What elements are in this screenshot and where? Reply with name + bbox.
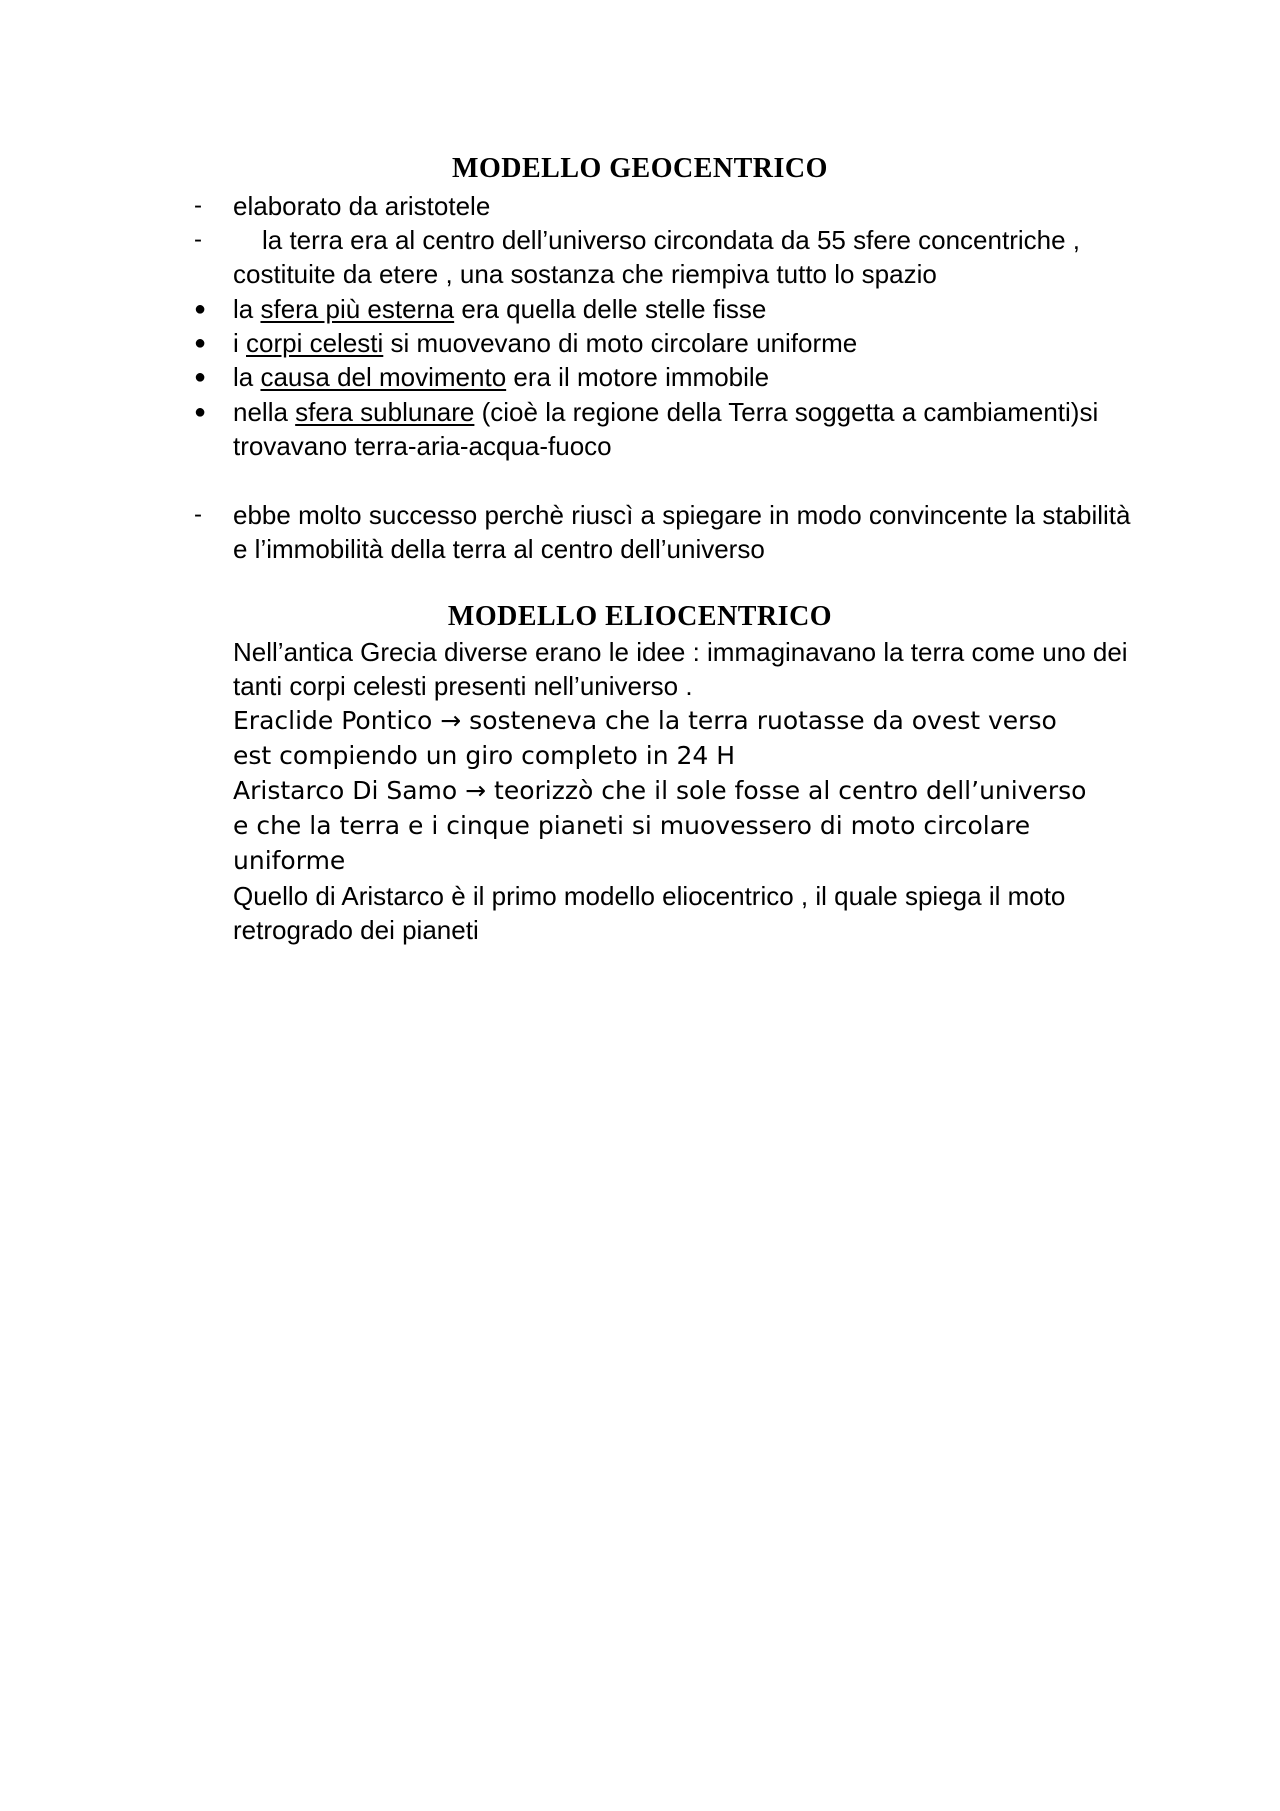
paragraph-line: tanti corpi celesti presenti nell’universo .: [233, 671, 693, 701]
paragraph-line: uniforme: [233, 846, 346, 875]
text-segment: era il motore immobile: [506, 362, 770, 392]
heliocentric-heading: MODELLO ELIOCENTRICO: [447, 601, 833, 632]
paragraph-line: Nell’antica Grecia diverse erano le idee : immaginavano la terra come uno dei: [233, 637, 1128, 667]
text-segment: i: [233, 328, 246, 358]
underlined-term: sfera più esterna: [260, 294, 455, 324]
list-item: [233, 292, 766, 326]
bullet-marker: ●: [194, 298, 207, 320]
underlined-term: causa del movimento: [260, 362, 507, 392]
underlined-term: corpi celesti: [246, 328, 384, 358]
paragraph-line: Eraclide Pontico → sosteneva che la terra ruotasse da ovest verso: [233, 706, 1057, 735]
dash-marker: -: [194, 226, 202, 253]
paragraph-line: Quello di Aristarco è il primo modello eliocentrico , il quale spiega il moto: [233, 881, 1066, 911]
list-item: [233, 360, 769, 394]
dash-marker: -: [194, 501, 202, 528]
geocentric-heading: MODELLO GEOCENTRICO: [452, 153, 828, 184]
bullet-marker: ●: [194, 401, 207, 423]
list-item-line: ebbe molto successo perchè riuscì a spiegare in modo convincente la stabilità: [233, 500, 1131, 530]
bullet-marker: ●: [194, 366, 207, 388]
list-item: elaborato da aristotele: [233, 191, 491, 221]
list-item-line: la terra era al centro dell’universo circondata da 55 sfere concentriche ,: [262, 225, 1080, 255]
paragraph-line: e che la terra e i cinque pianeti si muovessero di moto circolare: [233, 811, 1031, 840]
text-segment: era quella delle stelle fisse: [454, 294, 767, 324]
paragraph-line: retrogrado dei pianeti: [233, 915, 479, 945]
text-segment: nella: [233, 397, 296, 427]
list-item-line: costituite da etere , una sostanza che riempiva tutto lo spazio: [233, 259, 937, 289]
paragraph-line: est compiendo un giro completo in 24 H: [233, 741, 736, 770]
bullet-marker: ●: [194, 332, 207, 354]
text-segment: la: [233, 294, 261, 324]
text-segment: la: [233, 362, 261, 392]
list-item-line: e l’immobilità della terra al centro dell’universo: [233, 534, 765, 564]
text-segment: (cioè la regione della Terra soggetta a cambiamenti)si: [474, 397, 1099, 427]
list-item: [233, 326, 857, 360]
dash-marker: -: [194, 192, 202, 219]
paragraph-line: Aristarco Di Samo → teorizzò che il sole fosse al centro dell’universo: [233, 776, 1087, 805]
text-segment: si muovevano di moto circolare uniforme: [383, 328, 858, 358]
list-item: [233, 395, 1098, 429]
list-item-line: trovavano terra-aria-acqua-fuoco: [233, 431, 612, 461]
underlined-term: sfera sublunare: [295, 397, 475, 427]
